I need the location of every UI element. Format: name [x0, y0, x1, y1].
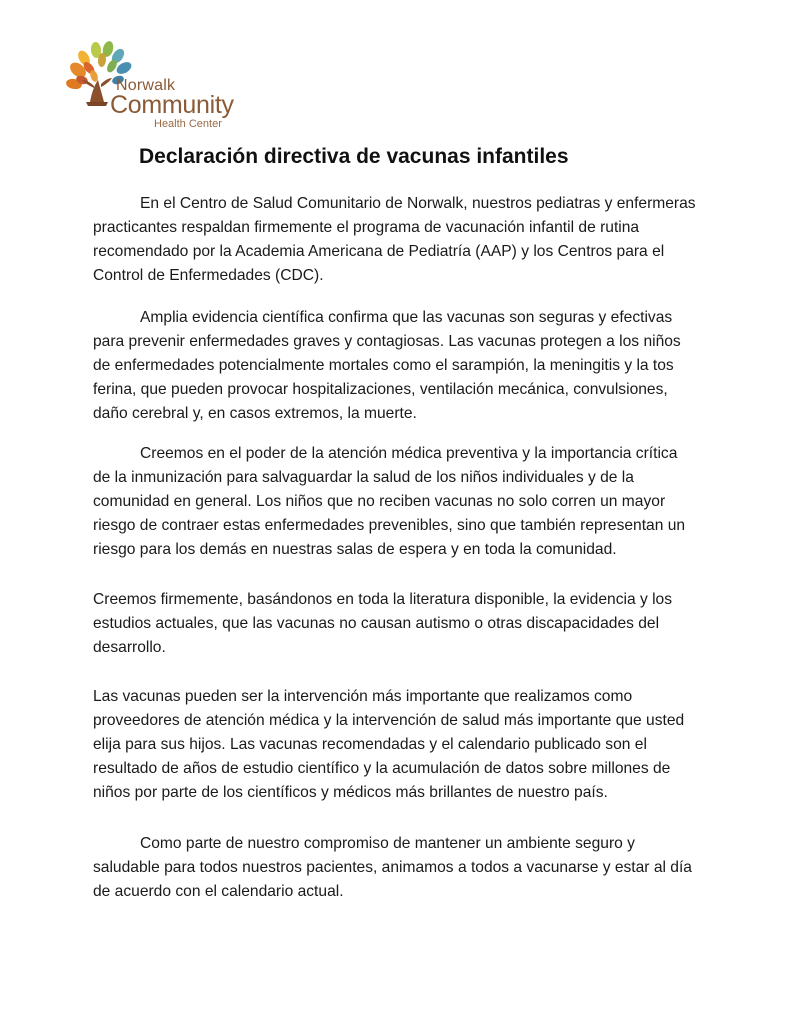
logo-line-community: Community [110, 91, 234, 119]
organization-logo [64, 40, 254, 132]
paragraph-6: Como parte de nuestro compromiso de mantener un ambiente seguro y saludable para todos nuestros pacientes, animamos a todos a vacunarse y estar al día de acuerdo con el calendario actual. [93, 835, 692, 900]
paragraph-4: Creemos firmemente, basándonos en toda la literatura disponible, la evidencia y los estudios actuales, que las vacunas no causan autismo o otras discapacidades del desarrollo. [93, 591, 673, 656]
paragraph-5: Las vacunas pueden ser la intervención más importante que realizamos como proveedores de atención médica y la intervención de salud más importante que usted elija para sus hijos. Las vacunas recomendadas y el calendario publicado son el resultado de años de estudio científico y la acumulación de datos sobre millones de niños por parte de los científicos y médicos más brillantes de nuestro país. [93, 688, 685, 801]
document-title: Declaración directiva de vacunas infantiles [139, 145, 569, 168]
logo-line-norwalk: Norwalk [116, 77, 176, 94]
paragraph-1: En el Centro de Salud Comunitario de Norwalk, nuestros pediatras y enfermeras practicantes respaldan firmemente el programa de vacunación infantil de rutina recomendado por la Academia Americana de Pediatría (AAP) y los Centros para el Control de Enfermedades (CDC). [93, 195, 696, 284]
paragraph-2: Amplia evidencia científica confirma que las vacunas son seguras y efectivas para prevenir enfermedades graves y contagiosas. Las vacunas protegen a los niños de enfermedades potencialmente mortales como el sarampión, la meningitis y la tos ferina, que pueden provocar hospitalizaciones, ventilación mecánica, convulsiones, daño cerebral y, en casos extremos, la muerte. [93, 309, 681, 422]
paragraph-3: Creemos en el poder de la atención médica preventiva y la importancia crítica de la inmunización para salvaguardar la salud de los niños individuales y de la comunidad en general. Los niños que no reciben vacunas no solo corren un mayor riesgo de contraer estas enfermedades prevenibles, sino que también representan un riesgo para los demás en nuestras salas de espera y en toda la comunidad. [93, 445, 686, 558]
logo-wordmark [110, 78, 234, 130]
logo-line-health-center: Health Center [154, 118, 222, 130]
